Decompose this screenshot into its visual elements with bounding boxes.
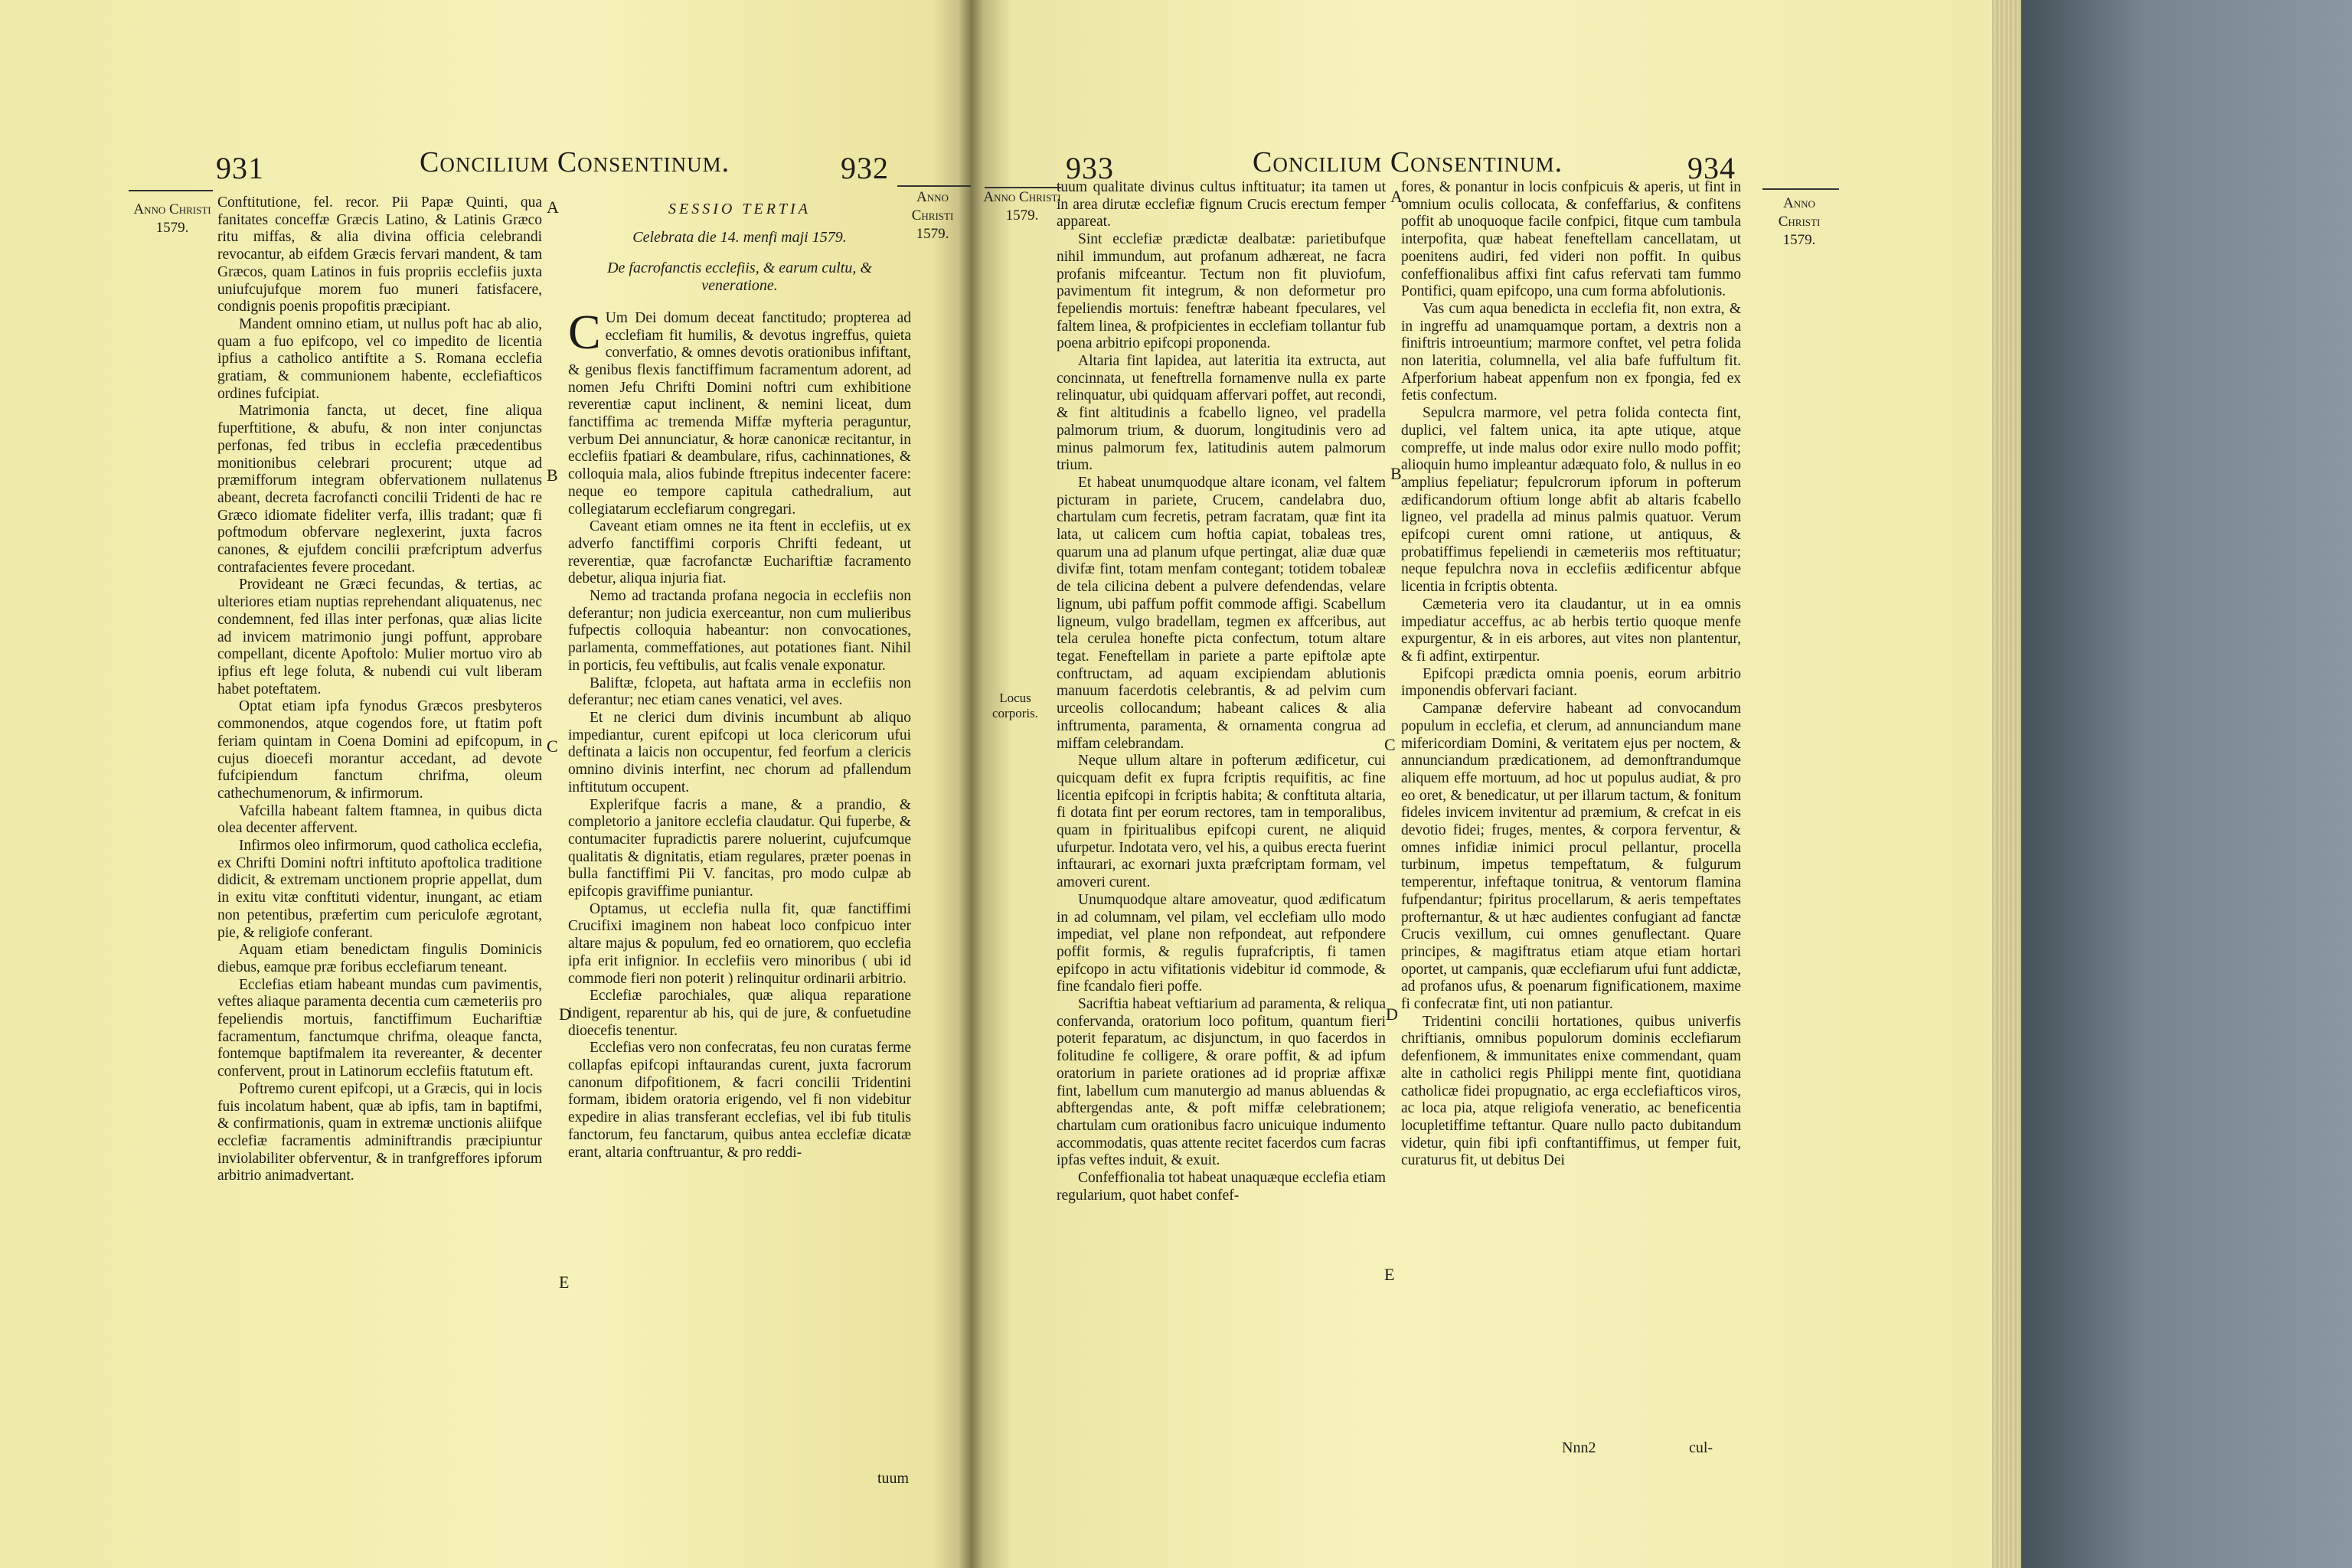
section-letter-c: C [547,737,558,756]
paragraph: Matrimonia fancta, ut decet, fine aliqua fuperftitione, & abufu, & non inter conjunctas perfonas, fed tribus in ecclefia præcedentibus monitionibus celebrari procurent; utque ad præmifforum integram obfervationem nullatenus abeant, decreta facrofancti concilii Tridenti de hac re Græco idiomate fideliter verfa, illis tradant; quæ fi poftmodum obfervare neglexerint, juxta facros canones, & ejufdem concilii præfcriptum adverfus contrafacientes fevere procedant. [217,403,542,576]
drop-cap: C [568,304,601,359]
paragraph: Sint ecclefiæ prædictæ dealbatæ: parietibufque nihil immundum, aut profanum adhæreat, ne facra profanis mifceantur. Tectum non fit pluviofum, pavimentum fit integrum, & non deformetur pro fepeliendis mortuis: feneftræ habeant fpeculares, vel faltem linea, & profpicientes in ecclefiam tollantur fub poena arbitrio epifcopi proponenda. [1057,231,1386,352]
section-letter-d: D [1386,1004,1398,1024]
right-page [971,0,1992,1568]
section-letter-a: A [547,198,559,217]
session-date: Celebrata die 14. menfi maji 1579. [632,228,847,246]
running-head: Concilium Consentinum. [420,146,730,178]
paragraph: Ecclefiæ parochiales, quæ aliqua reparatione indigent, reparentur ab his, qui de jure, & confuetudine dioecefis tenentur. [568,988,911,1039]
paragraph: Conftitutione, fel. recor. Pii Papæ Quinti, qua fanitates conceffæ Græcis Latino, & Latinis Græco ritu miffas, & alia divina officia celebrandi revocantur, ab eifdem Græcis fervari mandent, & tam Græcos, quam Latinos in fuis propriis ecclefiis juxta uniufcujufque morem fuo muneri fatisfacere, condignis poenis propofitis præcipiant. [217,194,542,315]
paragraph: tuum qualitate divinus cultus inftituatur; ita tamen ut in area dirutæ ecclefiæ fignum Crucis erectum femper appareat. [1057,179,1386,230]
page-number-931: 931 [216,151,264,185]
paragraph: Poftremo curent epifcopi, ut a Græcis, qui in locis fuis incolatum habent, quæ ab ipfis, tam in baptifmi, & confirmationis, quam in extremæ unctionis aliifque ecclefiæ facramentis adminiftrandis præcipiuntur inviolabiliter obferventur, & in tranfgreffores ipforum arbitrio animadvertant. [217,1080,542,1184]
paragraph: fores, & ponantur in locis confpicuis & aperis, ut fint in omnium oculis collocata, & confeffarius, & confitens poffit ab unoquoque facile confpici, fitque cum tambula interpofita, quæ habeat feneftellam cancellatam, ut poenitens audiri, fed videri non poffit. In quibus confeffionalibus affixi fint cafus refervati tam fummo Pontifici, quam epifcopo, una cum forma abfolutionis. [1401,179,1741,300]
margin-anno-christi-left: Anno Christi 1579. [983,189,1061,224]
paragraph: Altaria fint lapidea, aut lateritia ita extructa, aut concinnata, ut feneftrella fornamenve nulla ex parte relinquatur, ubi quidquam affervari poffet, aut recondi, & fint altitudinis a fcabello ligneo, vel pradella palmorum trium, & duorum, longitudinis vero ad minus palmorum fex, latitudinis autem palmorum trium. [1057,353,1386,474]
section-letter-c: C [1384,735,1396,754]
margin-rule [1762,188,1839,190]
margin-anno-christi-right: Anno Christi 1579. [911,189,954,242]
book-page-edges [1991,0,2021,1568]
paragraph: Confeffionalia tot habeat unaquæque ecclefia etiam regularium, quot habet confef- [1057,1170,1386,1204]
paragraph: Provideant ne Græci fecundas, & tertias, ac ulteriores etiam nuptias reprehendant aliquatenus, nec condemnent, fed illas inter perfonas, quæ alias licite ad invicem matrimonio jungi poffunt, approbare compellant, dicente Apoftolo: Mulier mortuo viro ab ipfius eft lege foluta, & nubendi cui vult liberam habet poteftatem. [217,577,542,697]
paragraph: Epifcopi prædicta omnia poenis, eorum arbitrio imponendis obfervari faciant. [1401,665,1741,700]
catchword: cul- [1689,1439,1713,1456]
section-letter-b: B [547,466,558,485]
paragraph: Sepulcra marmore, vel petra folida contecta fint, duplici, vel faltem unica, ita apte utique, atque compreffe, ut inde malus odor exire nullo modo poffit; alioquin humo impleantur adæquato folo, & nullus in eo amplius fepeliatur; fepulcrorum ipforum in pofterum ædificandorum oftium longe abfit ab altaris fcabello ligneo, vel pradella ad minus palmis quatuor. Verum epifcopi curent omni ratione, ut antiquus, & probatiffimus fepeliendi in cæmeteriis mos reftituatur; neque fepulchra nova in ecclefiis ædificentur abfque licentia in fcriptis obtenta. [1401,405,1741,596]
paragraph: Sacriftia habeat veftiarium ad paramenta, & reliqua confervanda, oratorium loco pofitum, quantum fieri poterit feparatum, ac disjunctum, in quo facerdos in folitudine fe colligere, & orare poffit, & ad ipfum oratorium in pariete orationes ad id propriæ affixæ fint, labellum cum manutergio ad manus abluendas & abftergendas ante, & poft miffæ celebrationem; chartulam cum orationibus facro unicuique indumento accommodatis, quas attente recitet facerdos cum facras ipfas veftes induit, & exuit. [1057,996,1386,1169]
running-head: Concilium Consentinum. [1253,146,1563,178]
paragraph: Caveant etiam omnes ne ita ftent in ecclefiis, ut ex adverfo fanctiffimi corporis Chrifti fedeant, ut reverentiæ, quæ facrofanctæ Euchariftiæ facramento debetur, aliqua injuria fiat. [568,518,911,587]
page-number-933: 933 [1066,151,1114,185]
signature-mark: Nnn2 [1562,1439,1596,1456]
paragraph: Um Dei domum deceat fanctitudo; propterea ad ecclefiam fit humilis, & devotus ingreffus, quieta converfatio, & omnes devotis orationibus infiftant, & genibus flexis fanctiffimum facramentum adorent, ad nomen Jefu Chrifti Domini noftri cum exhibitione reverentiæ caput inclinent, & nemini liceat, dum fanctiffima ac tremenda Miffæ myfteria peraguntur, verbum Dei annunciatur, & horæ canonicæ recitantur, in ecclefiis fpatiari & deambulare, rifus, cachinnationes, & colloquia mala, alios fubinde ftrepitus indecenter facere: neque eo tempore capitula cathedralium, aut collegiatarum ecclefiarum congregari. [568,309,911,518]
paragraph: Tridentini concilii hortationes, quibus univerfis chriftianis, omnibus populorum dominis ecclefiarum defenfionem, & immunitates enixe commendant, quam alte in catholici regis Philippi mente fint, quotidiana catholicæ fidei propugnatio, ac erga ecclefiafticos viros, ac loca pia, atque religiofa veneratio, ac beneficentia locupletiffime teftantur. Quare nullo pacto dubitandum videtur, quin fibi ipfi conftantiffimus, ut femper fuit, curaturus fit, ut debitus Dei [1401,1013,1741,1169]
paragraph: Nemo ad tractanda profana negocia in ecclefiis non deferantur; non judicia exerceantur, non cum mulieribus fufpectis colloquia habeantur: non convocationes, parlamenta, commeffationes, aut potationes fiant. Nihil in porticis, feu veftibulis, aut fcalis venale exponatur. [568,588,911,674]
margin-rule [129,190,213,191]
paragraph: Ecclefias etiam habeant mundas cum pavimentis, veftes aliaque paramenta decentia cum cæmeteriis pro fepeliendis mortuis, fanctiffimum Euchariftiæ facramentum, fanctumque chrifma, oleaque fancta, fontemque baptifmalem ita revereanter, & decenter confervent, prout in Latinorum ecclefiis ftatutum eft. [217,976,542,1080]
section-letter-a: A [1390,187,1403,206]
paragraph: Vas cum aqua benedicta in ecclefia fit, non extra, & in ingreffu ad unamquamque portam, a dextris non a finiftris introeuntium; marmore conftet, vel petra folida non lateritia, columnella, vel alia bafe fuffultum fit. Afperforium habeat appenfum non ex fpongia, fed ex fetis confectum. [1401,300,1741,404]
paragraph: Campanæ defervire habeant ad convocandum populum in ecclefia, et clerum, ad annunciandum mane mifericordiam Domini, & veritatem ejus per noctem, & annunciandum prædicationem, ad demonftrandumque aliquem effe mortuum, ad hoc ut populus audiat, & pro eo oret, & benedicatur, ut per illarum tactum, & fonitum fideles invicem invitentur ad præmium, & crefcat in eis devotio fidei; fruges, mentes, & corpora ferventur, & omnes infidiæ inimici procul pellantur, procella turbinum, impetus tempeftatum, & fulgurum temperentur, infeftaque tonitrua, & ventorum flamina fufpendantur; fpiritus procellarum, & aeris tempeftates profternantur, & ut hæc audientes confugiant ad fanctæ Crucis vexillum, cui omnes genuflectant. Quare principes, & magiftratus etiam atque etiam hortari oportet, ut campanis, quæ ecclefiarum ufui funt addictæ, ad profanos ufus, & poenarum fignificationem, maxime fi confecratæ fint, uti non patiantur. [1401,701,1741,1013]
margin-anno-christi-right: Anno Christi 1579. [1778,195,1821,248]
paragraph: Aquam etiam benedictam fingulis Dominicis diebus, eamque præ foribus ecclefiarum teneant. [217,942,542,975]
session-title: SESSIO TERTIA [668,201,811,217]
paragraph: Neque ullum altare in pofterum ædificetur, cui quicquam defit ex fupra fcriptis requifitis, ac fine licentia epifcopi in fcriptis habita; & conftituta altaria, fi dotata fint per eorum rectores, tam in temporalibus, quam in fpiritualibus epifcopi curent, ne aliquid ufurpetur. Indotata vero, vel his, a quibus erecta fuerint inftaurari, ac exornari juxta præfcriptam formam, vel amoveri curent. [1057,753,1386,891]
paragraph: Et ne clerici dum divinis incumbunt ab aliquo impediantur, curent epifcopi ut loca clericorum ufui deftinata a laicis non occupentur, fed feorfum a clericis omnino divinis interfint, nec chorum ad pfallendum inftitutum occupent. [568,709,911,795]
paragraph: Vafcilla habeant faltem ftamnea, in quibus dicta olea decenter affervent. [217,802,542,837]
page-number-932: 932 [841,151,889,185]
section-letter-e: E [1384,1265,1395,1284]
paragraph: Optat etiam ipfa fynodus Græcos presbyteros commonendos, atque cogendos fore, ut ftatim poft feriam quintam in Coena Domini ad epifcopum, in cujus dioecefi morantur accedant, ad devote fufcipiendum fanctum chrifma, oleum cathechumenorum, & infirmorum. [217,698,542,802]
paragraph: Et habeat unumquodque altare iconam, vel faltem picturam in pariete, Crucem, candelabra duo, chartulam cum fecretis, petram facratam, quæ fint ita lata, ut calicem cum hoftia capiat, tobaleas tres, quarum una ad planum ufque pertingat, aliæ duæ quæ divifæ fint, totam menfam contegant; totidem tobaleæ de tela cilicina debent a pulvere defendendas, velare lignum, ubi paffum poffit commode affigi. Scabellum ligneum, vulgo bradellam, tegmen ex affceribus, aut tela cerulea honefte picta confectum, totum altare tegat. Feneftellam in pariete a parte epiftolæ apte conftructam, ad aquam excipiendam ablutionis manuum facerdotis celebrantis, & ad pelvim cum urceolis collocandum; habeant calices & alia inftrumenta, paramenta, & ornamenta congrua ad miffam celebrandam. [1057,474,1386,752]
left-page [0,0,971,1568]
paragraph: Ecclefias vero non confecratas, feu non curatas ferme collapfas epifcopi inftaurandas curent, juxta facrorum canonum difpofitionem, & facri concilii Tridentini formam, ibidem oratoria erigendo, vel fi non videbitur expedire in alias transferant ecclefias, vel ibi fub titulis fanctorum, feu fanctarum, quibus antea ecclefiæ dicatæ erant, altaria conftruantur, & pro reddi- [568,1040,911,1161]
section-letter-b: B [1390,464,1402,483]
paragraph: Unumquodque altare amoveatur, quod ædificatum in ad columnam, vel pilam, vel ecclefiam ullo modo impediat, vel plane non refpondeat, aut refpondere poffit formis, & regulis fuprafcriptis, fi tamen epifcopo in actu vifitationis videbitur id commode, & fine fcandalo fieri poffe. [1057,891,1386,995]
paragraph: Baliftæ, fclopeta, aut haftata arma in ecclefiis non deferantur; nec etiam canes venatici, vel aves. [568,675,911,709]
right-page-column-2 [1401,179,1741,1441]
paragraph: Mandent omnino etiam, ut nullus poft hac ab alio, quam a fuo epifcopo, vel co impedito de licentia ipfius a catholico antiftite a S. Romana ecclefia gratiam, & communionem habente, ecclefiafticos ordines fufcipiat. [217,315,542,402]
background-right [2006,0,2352,1568]
right-page-column-1 [1057,179,1386,1465]
session-subtitle: De facrofanctis ecclefiis, & earum cultu, & veneratione. [607,260,872,295]
section-letter-e: E [559,1272,570,1292]
section-letter-d: D [559,1004,571,1024]
paragraph: Cæmeteria vero ita claudantur, ut in ea omnis impediatur acceffus, ac ab herbis tertio quoque menfe expurgentur, & in eis arbores, aut vites non plantentur, & fi adfint, extirpentur. [1401,596,1741,665]
left-page-column-2 [568,194,911,1465]
page-number-934: 934 [1687,151,1736,185]
left-page-column-1 [217,194,542,1435]
margin-locus-note: Locus corporis. [992,691,1038,720]
paragraph: Optamus, ut ecclefia nulla fit, quæ fanctiffimi Crucifixi imaginem non habeat loco confpicuo inter altare majus & populum, fed eo ornatiorem, quo ecclefia ipfa erit infignior. In ecclefiis vero minoribus ( ubi id commode fieri non poterit ) relinquitur ordinarii arbitrio. [568,900,911,987]
catchword: tuum [877,1470,910,1487]
paragraph: Infirmos oleo infirmorum, quod catholica ecclefia, ex Chrifti Domini noftri inftituto apoftolica traditione didicit, & extremam unctionem proprie appellat, dum in exitu vitæ conftituti videntur, inungant, ac etiam non petentibus, præfertim cum periculofe ægrotant, pie, & religiofe conferant. [217,838,542,941]
margin-anno-christi-left: Anno Christi 1579. [133,201,211,236]
book-spine-shadow [959,0,983,1568]
paragraph: Explerifque facris a mane, & a prandio, & completorio a janitore ecclefia claudatur. Qui fuperbe, & contumaciter fupradictis parere noluerint, cujufcumque qualitatis & dignitatis, etiam regulares, præter poenas in bulla fanctiffimi Pii V. fancitas, pro modo culpæ ab epifcopis graviffime puniantur. [568,796,911,900]
